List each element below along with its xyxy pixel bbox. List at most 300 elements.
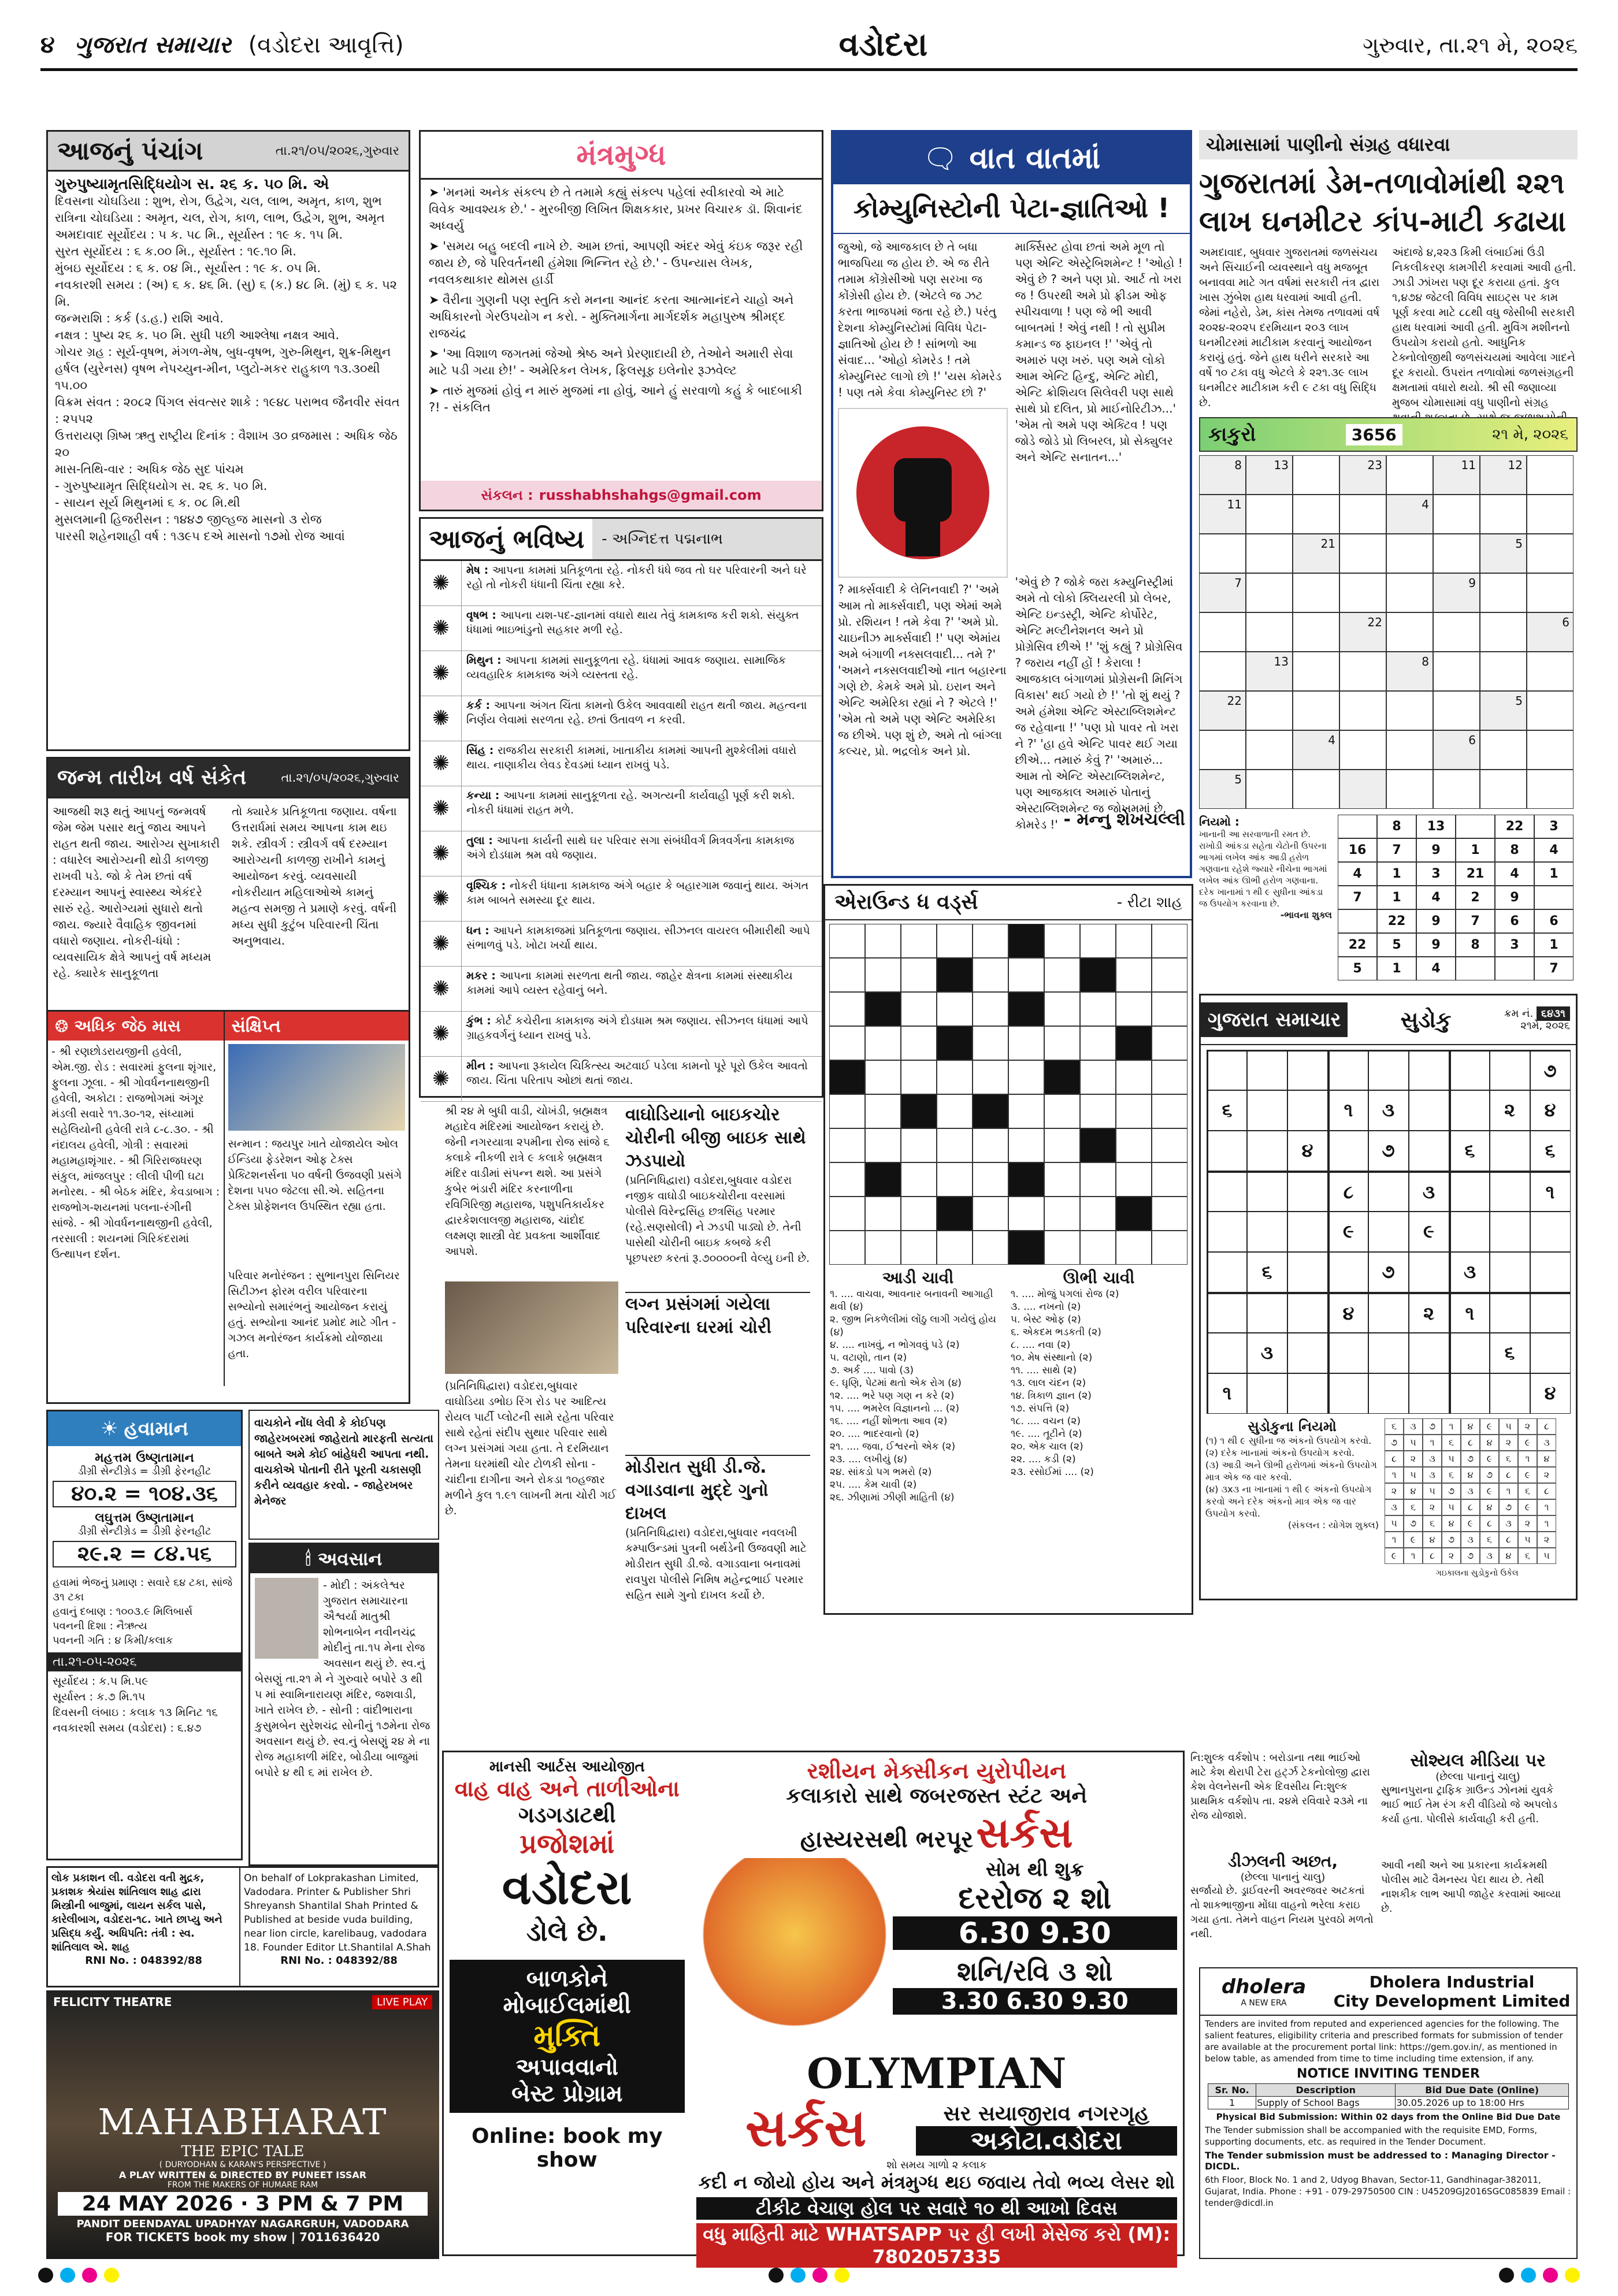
sudoku-solution-cell: ૯ xyxy=(1404,1532,1423,1548)
dizal-sub: (છેલ્લા પાનાનું ચાલુ) xyxy=(1240,1871,1326,1883)
weather-detail: હવામાં ભેજનું પ્રમાણ : સવારે ૬૪ ટકા, સાંજે ૩૧ ટકા xyxy=(53,1577,233,1603)
sudoku-solution-cell: ૫ xyxy=(1499,1418,1518,1435)
kakuro-cell xyxy=(1386,573,1433,612)
zodiac-name: કર્ક : xyxy=(466,699,494,712)
kakuro-cell xyxy=(1527,573,1574,612)
circus-artists: કલાકારો સાથે જબરજસ્ત સ્ટંટ અને xyxy=(786,1784,1088,1808)
sudoku-cell: ૨ xyxy=(1409,1292,1449,1333)
mahabharat-director: A PLAY WRITTEN & DIRECTED BY PUNEET ISSAR xyxy=(118,2169,367,2180)
bhavishya-list xyxy=(421,561,822,1102)
across-clue: ૫. વટાણો, તાન (૨) xyxy=(830,1352,907,1364)
crossword-cell xyxy=(1116,1197,1152,1231)
tender-table xyxy=(1208,2083,1569,2109)
sudoku-cell xyxy=(1449,1212,1490,1252)
crossword-cell xyxy=(901,1094,937,1128)
sudoku-solution-cell: ૩ xyxy=(1423,1451,1442,1467)
center-story-2: (પ્રતિનિધિદ્વારા) વડોદરા,બુધવાર વડોદરા નજીક વાઘોડી બાઇકચોરીના વરસામાં પોલીસે વિરેન્દ્રસિંહ છત્રસિંહ પરમાર (રહે.સણસોલી) ને ઝડપી પાડ્યો છે. તેની પાસેથી ચોરીની બાઇક કબજે કરી પૂછપરછ કરતાં રૂ.૭૦૦૦૦ની વેલ્યુ ઇની છે. xyxy=(625,1174,810,1265)
kakuro-cell xyxy=(1246,534,1293,573)
tender-col-sr: Sr. No. xyxy=(1208,2084,1256,2097)
sudoku-solution-cell: ૪ xyxy=(1423,1532,1442,1548)
free-workshop: નિ:શુલ્ક વર્કશોપ : બરોડાના તથા ભાઈઓ માટે કેશ થેરાપી ટેરા હર્ટ્ઝ ટેકનોલોજી દ્વારા કેશ વેલનેસની એક દિવસીય નિ:શુલ્ક પ્રાથમિક વર્કશોપ તા. ૨૪મે રવિવારે ૨૩મે ના રોજ યોજાશે. xyxy=(1190,1752,1370,1822)
kakuro-solution-cell: 5 xyxy=(1338,957,1377,980)
kakuro-cell xyxy=(1480,691,1527,730)
center-story-3: (પ્રતિનિધિદ્વારા) વડોદરા,બુધવાર વાઘોડિયા ડભોઇ રિંગ રોડ પર આદિત્ય રોયલ પાર્ટી પ્લોટની સામે રહેતા પરિવાર સાથે રહેતાં સંદીપ સુથાર પરિવાર સાથે લગ્ન પ્રસંગમાં ગયા હતા. તે દરમિયાન તેમના ઘરમાંથી ચોર ટોળકી સોના - ચાંદીના દાગીના અને રોકડા ૧૦હજાર મળીને કુલ ૧.૯૧ લાખની મતા ચોરી ગઈ છે. xyxy=(445,1380,617,1517)
sankshipt-col xyxy=(225,1012,409,1386)
sun-detail: સૂર્યાસ્ત : ક.૭ મિ.૧૫ xyxy=(53,1691,146,1703)
crossword-cell xyxy=(901,1128,937,1162)
down-clue: ૨૦. એક ચાલ (૨) xyxy=(1011,1441,1083,1452)
across-clue: ૨૧. .... જવા, ઈશ્વરનો એક (૨) xyxy=(830,1441,956,1452)
mahabharat-tickets[interactable]: FOR TICKETS book my show | 7011636420 xyxy=(105,2230,380,2244)
horoscope-text xyxy=(462,651,822,696)
sudoku-solution-cell: ૬ xyxy=(1499,1451,1518,1467)
crossword-cell xyxy=(973,1128,1008,1162)
sudoku-solution-cell: ૮ xyxy=(1537,1483,1556,1499)
zodiac-name: વૃષભ : xyxy=(466,609,500,622)
kakuro-solution-cell: 1 xyxy=(1377,886,1416,909)
crossword-cell xyxy=(865,1026,901,1060)
monsoon-body2: અંદાજે ૪,૨૨૩ કિમી લંબાઈમાં ઉંડી નિકલીકરણ કામગીરી કરવામાં આવી હતી. ઝાડી ઝાંખરા પણ દૂર કરાયા હતાં. કુલ ૧,૪૭૪ જેટલી વિવિધ સાઇટ્સ પર કામ પૂર્ણ કરવા માટે ૮૮થી વધુ જેસીબી સરકારી હાથ ધરવામાં આવી હતી. મુવિંગ મશીનનો ઉપયોગ કરાયો હતો. આધુનિક ટેક્નોલોજીથી જળસંચયમાં આવેલા ગાદને દૂર કરાયો. ઉપરાંત તળાવોમાં જળસંગ્રહની ક્ષમતામાં વધારો થયો. શ્રી સી જણાવ્યા મુજબ ચોમાસામાં વધુ પાણીનો સંગ્રહ xyxy=(1392,246,1576,409)
sudoku-solution-cell: ૪ xyxy=(1537,1451,1556,1467)
crossword-cell xyxy=(1116,1026,1152,1060)
sudoku-cell xyxy=(1247,1050,1287,1090)
sudoku-cell xyxy=(1449,1373,1490,1414)
crossword-cell xyxy=(1044,1094,1080,1128)
crossword-cell xyxy=(829,924,865,958)
zodiac-forecast: કોર્ટ કચેરીના કામકાજ અંગે દોડધામ શ્રમ જણાય. સીઝનલ ધંધામાં આપે ગ્રાહકવર્ગનું ધ્યાન રાખવું પડે. xyxy=(466,1015,808,1042)
down-clue: ૩. .... નખનો (૨) xyxy=(1011,1301,1081,1313)
crossword-cell xyxy=(937,1128,973,1162)
social-title: સોશ્યલ મીડિયા પર xyxy=(1410,1751,1546,1771)
horoscope-text xyxy=(462,967,822,1011)
janma-col2: તો ક્યારેક પ્રતિકૂળતા જણાય. વર્ષના ઉત્તરાર્ધમાં સમય આપના કામ થઇ શકે. સ્ત્રીવર્ગ : સ્ત્રીવર્ગ વર્ષ દરમ્યાન આરોગ્યની કાળજી રાખીને કામનું આયોજન કરવું. વ્યવસાયી નોકરીયાત મહિલાઓએ કામનું મહત્વ સમજી તે પ્રમાણે કરવું. વર્ષની મધ્ય સુધી કુટુંબ પરિવારની ચિંતા અનુભવાય. xyxy=(232,804,397,948)
crossword-cell xyxy=(865,1197,901,1231)
crossword-cell xyxy=(1008,1060,1044,1094)
sudoku-solution-cell: ૫ xyxy=(1385,1515,1404,1532)
sun-detail: નવકારશી સમય (વડોદરા) : ૬.૪૭ xyxy=(53,1722,202,1734)
mantra-email[interactable]: russhabhshahgs@gmail.com xyxy=(539,487,762,503)
down-clue: ૫. બેસ્ટ ઓફ (૨) xyxy=(1011,1314,1081,1325)
crossword-cell xyxy=(829,1128,865,1162)
sankshipt-photo xyxy=(228,1044,405,1131)
social-sub: (છેલ્લા પાનાનું ચાલુ) xyxy=(1435,1771,1520,1783)
adhik-col xyxy=(48,1012,225,1386)
sudoku-solution-cell: ૫ xyxy=(1423,1483,1442,1499)
sudoku-cell xyxy=(1247,1090,1287,1131)
janma-header xyxy=(48,759,409,798)
vaat-col1: જુઓ, જે આજકાલ છે તે બધા ભાજપિયા જ હોય છે. એ જ રીતે તમામ કોંગ્રેસીઓ પણ સરખા જ કોંગ્રેસી હોય છે. (એટલે જ ઝટ કરતા ભાજપમાં જતા રહે છે.) પરંતુ દેશના કોમ્યુનિસ્ટોમાં વિવિધ પેટા-જ્ઞાતિઓ હોય છે ! સાંભળો આ સંવાદ... 'ઓહો કોમરેડ ! તમે કોમ્યુનિસ્ટ લાગો છો !' 'યસ કોમરેડ ! પણ તમે કેવા કોમ્યુનિસ્ટ છો ?' xyxy=(838,240,1002,399)
horoscope-text xyxy=(462,1012,822,1056)
sudoku-solution-cell: ૩ xyxy=(1461,1483,1480,1499)
sudoku-solution-cell: ૮ xyxy=(1385,1451,1404,1467)
down-clue: ૧૦. મેષ સંસ્થાનો (૨) xyxy=(1011,1352,1093,1364)
horoscope-text xyxy=(462,786,822,831)
kakuro-solution-cell: 4 xyxy=(1338,862,1377,886)
sudoku-solution-cell: ૬ xyxy=(1442,1467,1461,1483)
zodiac-icon: ✺ xyxy=(421,561,462,605)
panchang-line: મુસલમાની હિજરીસન : ૧૪૪૭ જીલ્હજ માસનો ૩ રોજ xyxy=(55,512,322,526)
mantra-item: ➤ વૈરીના ગુણની પણ સ્તુતિ કરો મનના આનંદ કરતા આત્માનંદને ચાહો અને અધિકારનો ગેરઉપયોગ ન કરો. - મુક્તિમાર્ગના માર્ગદર્શક મહાપુરુષ શ્રીમદ્દ રાજચંદ્ર xyxy=(429,293,794,340)
kakuro-cell xyxy=(1480,730,1527,770)
sudoku-solution-cell: ૨ xyxy=(1423,1499,1442,1515)
across-clue: ૧૬. .... નહીં શોભતા આવ (૨) xyxy=(830,1416,948,1427)
avsan-text: - મોદી : અંકલેશ્વર ગુજરાત સમાચારના ઐશ્વર્યા માતુશ્રી શોભનાબેન નવીનચંદ્ર મોદીનું તા.૧૫ મેના રોજ અવસાન થયું છે. સ્વ.નું બેસણું તા.૨૧ મે ને ગુરુવારે બપોરે ૩ થી ૫ માં સ્વામિનારાયણ મંદિર, જશવાડી, ખાતે રાખેલ છે. - સોની : વાંદીભારાના કુસુમબેન સુરેશચંદ્ર સોનીનું ૧૭મેના રોજ અવસાન થયું છે. સ્વ.નું બેસણું ૨૪ મે ના રોજ મહાકાળી મંદિર, બોડીયા બાજુમાં બપોરે ૪ થી ૬ માં રાખેલ છે. xyxy=(255,1579,431,1779)
kakuro-cell xyxy=(1293,770,1339,809)
kakuro-cell xyxy=(1527,455,1574,495)
words-author: - રીટા શાહ xyxy=(1116,893,1182,911)
sudoku-cell xyxy=(1409,1252,1449,1292)
kakuro-clue: 5 xyxy=(1515,537,1523,551)
across-clue: ૨૫. .... કેમ ચાવી (૨) xyxy=(830,1479,917,1491)
social-text-2: આવી નથી અને આ પ્રકારના કાર્યક્રમથી પોલીસ માટે વૈમનસ્ય પેદા થાય છે. તેથી નાશકીક લાભ આપી જાહેર કરવામાં આવ્યા છે. xyxy=(1381,1859,1561,1915)
across-clue: ૧૨. .... ભરે પણ ગણ ન કરે (૨) xyxy=(830,1390,955,1402)
crossword-cell xyxy=(901,1197,937,1231)
sudoku-cell xyxy=(1530,1333,1571,1373)
sudoku-cell: ૩ xyxy=(1247,1333,1287,1373)
kakuro-solution-cell xyxy=(1456,815,1495,838)
kakuro-cell xyxy=(1293,691,1339,730)
crossword-grid xyxy=(829,924,1187,1265)
kakuro-rules-area xyxy=(1199,815,1578,988)
kakuro-cell xyxy=(1433,691,1480,730)
havaman-box xyxy=(46,1410,243,1860)
panchang-box xyxy=(46,130,410,751)
zodiac-forecast: આપના કામમાં પ્રતિકૂળતા રહે. નોકરી ધંધે જવ તો ઘર પરિવારની અને ઘરે રહો તો નોકરી ધંધાની ચિંતા રહ્યા કરે. xyxy=(466,564,807,591)
sudoku-paper: ગુજરાત સમાચાર xyxy=(1201,1002,1348,1037)
horoscope-text xyxy=(462,696,822,741)
adhik-text: - શ્રી રણછોડરાયજીની હવેલી, એમ.જી. રોડ : સવારમાં ફુલના શૃંગાર, ફુલના ઝૂલા. - શ્રી ગોવર્ધનનાથજીની હવેલી, અકોટા : રાજભોગમાં અંગૂર મંડલી સવારે ૧૧.૩૦-૧૨, સંધ્યામાં સહેલિયોની હવેલી રાત્રે ૮-૮.૩૦. - શ્રી નંદાલય હવેલી, ગોત્રી : સવારમાં મહામહાશૃંગાર. - શ્રી ગિરિરાજધરણ સંકુલ, માંજલપુર : લીલી પીળી ઘટા મનોરથ. - શ્રી બેઠક મંદિર, કેવડાબાગ : રાજભોગ-શયનમાં પલના-રંગીની સાંજે. - શ્રી ગોવર્ધનનાથજીની હવેલી, તરસાલી : શયનમાં ગિરિકંદરામાં ઉત્થાપન દર્શન. xyxy=(51,1045,220,1261)
crossword-cell xyxy=(1152,1231,1187,1265)
crossword-cell xyxy=(1116,924,1152,958)
sudoku-cell xyxy=(1247,1212,1287,1252)
zodiac-name: સિંહ : xyxy=(466,744,498,757)
circus-comedy: હાસ્યરસથી ભરપૂર xyxy=(800,1826,974,1853)
center-photo xyxy=(445,1281,618,1374)
sudoku-number: ૬૪૩૧ xyxy=(1537,1006,1570,1021)
sudoku-cell: ૬ xyxy=(1207,1090,1247,1131)
sudoku-cell xyxy=(1287,1373,1328,1414)
circus-brand: OLYMPIAN xyxy=(807,2049,1067,2098)
sudoku-cell xyxy=(1328,1373,1368,1414)
crossword-cell xyxy=(829,1094,865,1128)
horoscope-text xyxy=(462,1057,822,1101)
circus-whatsapp[interactable]: વધુ માહિતી માટે WHATSAPP પર હી લખી મેસેજ કરો (M): 7802057335 xyxy=(696,2223,1177,2268)
circus-place1: સર સયાજીરાવ નગરગૃહ xyxy=(943,2101,1149,2126)
imprint-rni-left: RNI No. : 048392/88 xyxy=(85,1955,202,1967)
crossword-cell xyxy=(1044,958,1080,992)
sudoku-cell xyxy=(1449,1050,1490,1090)
zodiac-forecast: નોકરી ધંધાના કામકાજ અંગે બહાર કે બહારગામ જવાનું થાય. અંગત કામ બાબતે સમસ્યા દૂર થાય. xyxy=(466,879,809,906)
sudoku-solution-cell: ૧ xyxy=(1537,1499,1556,1515)
sudoku-cell: ૭ xyxy=(1368,1252,1409,1292)
kakuro-cell xyxy=(1293,730,1339,770)
crossword-cell xyxy=(973,1094,1008,1128)
sudoku-solution-cell: ૮ xyxy=(1461,1435,1480,1451)
sudoku-cell: ૭ xyxy=(1368,1131,1409,1171)
sudoku-cell: ૧ xyxy=(1530,1171,1571,1212)
circus-org: માનસી આર્ટસ આયોજીત xyxy=(489,1758,645,1775)
circus-daily: દરરોજ ૨ શો xyxy=(958,1881,1112,1916)
crossword-cell xyxy=(1116,958,1152,992)
crossword-cell xyxy=(1008,992,1044,1026)
sudoku-cell xyxy=(1287,1212,1328,1252)
avsan-photo xyxy=(255,1578,318,1659)
kakuro-cell xyxy=(1246,455,1293,495)
kakuro-cell xyxy=(1339,691,1386,730)
kakuro-cell xyxy=(1246,770,1293,809)
fist-icon xyxy=(853,423,992,562)
havaman-details xyxy=(48,1576,241,1648)
kakuro-solution-cell: 9 xyxy=(1416,909,1456,933)
panchang-line: સુરત સૂર્યોદય : ૬ ક.૦૦ મિ., સૂર્યાસ્ત : ૧૯.૧૦ મિ. xyxy=(55,244,296,258)
kakuro-cell xyxy=(1246,573,1293,612)
crossword-cell xyxy=(1080,1026,1116,1060)
crossword-cell xyxy=(901,1231,937,1265)
sankshipt-title: સંક્ષિપ્ત xyxy=(231,1016,281,1036)
crossword-cell xyxy=(937,992,973,1026)
tender-brand: dholera xyxy=(1221,1975,1307,1998)
crossword-cell xyxy=(973,1060,1008,1094)
avsan-title: અવસાન xyxy=(317,1547,383,1570)
down-clue: ૮. .... નવા (૨) xyxy=(1011,1339,1071,1351)
zodiac-name: મિથુન : xyxy=(466,654,506,667)
horoscope-row xyxy=(421,1057,822,1102)
kakuro-cell xyxy=(1480,612,1527,652)
sudoku-cell xyxy=(1490,1292,1530,1333)
sudoku-cell xyxy=(1287,1090,1328,1131)
words-box xyxy=(823,884,1193,1615)
circus-l2: ગડગડાટથી xyxy=(518,1802,616,1827)
crossword-cell xyxy=(973,1162,1008,1197)
panchang-line: ઉત્તરાયણ ગ્રિષ્મ ઋતુ રાષ્ટ્રીય દિનાંક : વૈશાખ ૩૦ વ્રજમાસ : અધિક જેઠ ૨૦ xyxy=(55,429,398,459)
sudoku-rule: (૨) દરેક ખાનામાં અંકનો ઉપયોગ કરવો. xyxy=(1205,1447,1354,1458)
sudoku-solution-cell: ૭ xyxy=(1385,1435,1404,1451)
crossword-cell xyxy=(829,1231,865,1265)
bhavishya-header xyxy=(421,519,822,561)
kakuro-cell xyxy=(1293,573,1339,612)
zodiac-name: મેષ : xyxy=(466,564,492,577)
monsoon-article xyxy=(1199,130,1578,413)
crossword-cell xyxy=(865,1128,901,1162)
kakuro-cell xyxy=(1199,691,1246,730)
words-header xyxy=(825,886,1192,920)
kakuro-cell xyxy=(1433,534,1480,573)
sudoku-solution-cell: ૭ xyxy=(1442,1532,1461,1548)
kids-1: બાળકોને xyxy=(526,1966,608,1992)
mahabharat-title: MAHABHARAT xyxy=(98,2101,388,2143)
kakuro-cell xyxy=(1527,770,1574,809)
panchang-line: - ગુરુપુષ્યામૃત સિદ્ધિયોગ સ. ૨૬ ક. ૫૦ મિ. xyxy=(55,479,268,493)
kakuro-rules-author: -ભાવના શુક્લ xyxy=(1280,909,1332,920)
horoscope-row xyxy=(421,786,822,831)
sudoku-solution-cell: ૭ xyxy=(1423,1418,1442,1435)
sudoku-solution-cell: ૬ xyxy=(1518,1483,1537,1499)
sudoku-cell xyxy=(1368,1212,1409,1252)
sudoku-cell xyxy=(1368,1171,1409,1212)
kakuro-cell xyxy=(1199,495,1246,534)
sudoku-solution-cell: ૨ xyxy=(1499,1435,1518,1451)
tender-row-desc: Supply of School Bags xyxy=(1256,2097,1396,2109)
crossword-cell xyxy=(865,1060,901,1094)
sudoku-cell: ૧ xyxy=(1207,1373,1247,1414)
sudoku-cell xyxy=(1490,1212,1530,1252)
crossword-cell xyxy=(973,924,1008,958)
havaman-date: તા.૨૧-૦૫-૨૦૨૬ xyxy=(48,1652,241,1671)
horoscope-text xyxy=(462,876,822,921)
crossword-cell xyxy=(1008,1128,1044,1162)
crossword-cell xyxy=(1116,992,1152,1026)
crossword-cell xyxy=(829,1060,865,1094)
sudoku-solution-cell: ૨ xyxy=(1442,1548,1461,1564)
crossword-cell xyxy=(1080,1094,1116,1128)
crossword-cell xyxy=(1080,1128,1116,1162)
sudoku-cell: ૪ xyxy=(1287,1131,1328,1171)
crossword-cell xyxy=(1080,1197,1116,1231)
kids-2: મોબાઈલમાંથી xyxy=(503,1992,631,2019)
down-clue: ૧. .... મોજું પગલાં રોજ (૨) xyxy=(1011,1288,1119,1300)
sudoku-title: સુડોકુ xyxy=(1400,1006,1452,1032)
circus-l4: વડોદરા xyxy=(502,1860,632,1915)
circus-l5: ડોલે છે. xyxy=(526,1916,608,1947)
kakuro-clue: 13 xyxy=(1274,458,1289,472)
vaat-title: વાત વાતમાં xyxy=(969,140,1101,176)
crossword-cell xyxy=(937,1026,973,1060)
sankshipt-header xyxy=(225,1012,409,1041)
circus-som: સોમ થી શુક્ર xyxy=(985,1858,1084,1881)
down-list xyxy=(1011,1288,1187,1478)
sudoku-solution-cell: ૬ xyxy=(1518,1548,1537,1564)
sudoku-cell: ૩ xyxy=(1449,1252,1490,1292)
crossword-cell xyxy=(1152,1094,1187,1128)
sudoku-box xyxy=(1199,994,1578,1600)
mantra-item: ➤ 'આ વિશાળ જગતમાં જેઓ શ્રેષ્ઠ અને પ્રેરણાદાયી છે, તેઓને અમારી સેવા માટે પડી ગયા છે!' - અમેરિકન લેખક, ફિલસૂફ ઇલેનોર રૂઝવેલ્ટ xyxy=(429,347,793,377)
horoscope-row xyxy=(421,741,822,786)
horoscope-text xyxy=(462,922,822,966)
panchang-line: - સાયન સૂર્ય મિથુનમાં ૬ ક. ૦૮ મિ.થી xyxy=(55,496,240,510)
sudoku-solution-cell: ૨ xyxy=(1537,1467,1556,1483)
kakuro-clue: 11 xyxy=(1227,497,1242,511)
crossword-cell xyxy=(901,1026,937,1060)
kakuro-clue: 6 xyxy=(1468,733,1476,747)
zodiac-name: તુલા : xyxy=(466,834,497,847)
sudoku-solution-cell: ૧ xyxy=(1537,1515,1556,1532)
down-clue: ૧૩. લાલ ચંદન (૨) xyxy=(1011,1377,1086,1389)
sudoku-solution-cell: ૯ xyxy=(1480,1418,1499,1435)
kakuro-solution-cell: 4 xyxy=(1534,838,1574,862)
kakuro-solution-cell: 7 xyxy=(1456,909,1495,933)
sudoku-solution-cell: ૭ xyxy=(1499,1499,1518,1515)
mahabharat-ad[interactable] xyxy=(46,1990,439,2259)
circus-tickets: ટીકીટ વેચાણ હોલ પર સવારે ૧૦ થી આખો દિવસ xyxy=(696,2197,1177,2220)
tender-addr-title: The Tender submission must be addressed to : Managing Director - DICDL. xyxy=(1205,2150,1556,2172)
kakuro-clue: 8 xyxy=(1234,458,1242,472)
monsoon-kicker: ચોમાસામાં પાણીનો સંગ્રહ વધારવા xyxy=(1199,130,1578,159)
sudoku-cell: ૩ xyxy=(1368,1090,1409,1131)
circus-online[interactable]: Online: book my show xyxy=(471,2124,663,2172)
kakuro-date: ૨૧ મે, ૨૦૨૬ xyxy=(1492,425,1568,443)
kakuro-cell xyxy=(1386,455,1433,495)
horoscope-row xyxy=(421,922,822,967)
sudoku-cell xyxy=(1409,1333,1449,1373)
crossword-cell xyxy=(1152,1060,1187,1094)
sudoku-cell xyxy=(1409,1090,1449,1131)
circus-t1: 6.30 9.30 xyxy=(893,1916,1177,1950)
crossword-cell xyxy=(1116,1231,1152,1265)
sudoku-cell xyxy=(1247,1171,1287,1212)
sudoku-solution-cell: ૮ xyxy=(1480,1515,1499,1532)
zodiac-icon: ✺ xyxy=(421,967,462,1011)
kakuro-solution-cell: 8 xyxy=(1495,838,1534,862)
panchang-line: ગોચર ગ્રહ : સૂર્ય-વૃષભ, મંગળ-મેષ, બુધ-વૃષભ, ગુરુ-મિથુન, શુક્ર-મિથુન xyxy=(55,345,391,359)
kakuro-solution-cell: 1 xyxy=(1377,957,1416,980)
crossword-cell xyxy=(973,992,1008,1026)
kakuro-cell xyxy=(1433,455,1480,495)
sudoku-number-label: ક્રમ નં. xyxy=(1504,1008,1534,1020)
crossword-cell xyxy=(1044,1128,1080,1162)
crossword-cell xyxy=(1044,1231,1080,1265)
crossword-cell xyxy=(1116,1060,1152,1094)
city-title: વડોદરા xyxy=(838,26,928,64)
kakuro-solution-cell: 1 xyxy=(1534,933,1574,957)
crossword-cell xyxy=(1116,1094,1152,1128)
kakuro-cell xyxy=(1433,612,1480,652)
kakuro-solution-cell: 22 xyxy=(1377,909,1416,933)
kakuro-solution-cell xyxy=(1338,815,1377,838)
sudoku-cell xyxy=(1368,1333,1409,1373)
circus-ad[interactable] xyxy=(442,1751,1185,2268)
sudoku-cell: ૬ xyxy=(1530,1131,1571,1171)
down-clue: ૧૮. .... વચન (૨) xyxy=(1011,1416,1081,1427)
kakuro-cell xyxy=(1386,652,1433,691)
kakuro-solution-cell: 3 xyxy=(1495,933,1534,957)
sudoku-cell: ૨ xyxy=(1490,1090,1530,1131)
sudoku-cell: ૩ xyxy=(1409,1171,1449,1212)
zodiac-name: મકર : xyxy=(466,969,500,982)
tender-phys: Physical Bid Submission: Within 02 days from the Online Bid Due Date xyxy=(1216,2112,1561,2122)
adhik-header xyxy=(48,1012,224,1041)
monsoon-body1: અમદાવાદ, બુધવાર ગુજરાતમાં જળસંચય અને સિંચાઈની વ્યવસ્થાને વધુ મજબૂત બનાવવા માટે ગત વર્ષમાં સરકારી તંત્ર દ્વારા ખાસ ઝુંબેશ હાથ ધરવામાં આવી હતી. જેમાં નહેરો, ડેમ, કાંસ તેમજ તળાવમાં વર્ષ ૨૦૨૪-૨૦૨૫ દરમિયાન ૨૦૩ લાખ ઘનમીટરમાં માટીકામ કરવાનું આયોજન કરાયું હતું. જેને હાથ ધરીને સરકારે આ વર્ષે ૧૦ ટકા વધુ એટલે કે ૨૨૧.૩૯ લાખ ઘનમીટર માટીકામ કરી ૯ ટકા વધુ સિદ્ધિ છે. xyxy=(1199,246,1380,409)
crossword-cell xyxy=(901,1060,937,1094)
sudoku-cell xyxy=(1328,1131,1368,1171)
kids-5: બેસ્ટ પ્રોગ્રામ xyxy=(511,2080,623,2107)
kakuro-cell xyxy=(1199,770,1246,809)
crossword-cell xyxy=(1044,1197,1080,1231)
crossword-cell xyxy=(1152,1197,1187,1231)
kakuro-cell xyxy=(1433,495,1480,534)
weather-detail: પવનની દિશા : નૈઋત્ય xyxy=(53,1620,147,1632)
crossword-cell xyxy=(1008,1094,1044,1128)
horoscope-text xyxy=(462,606,822,651)
sudoku-header xyxy=(1201,995,1576,1045)
zodiac-icon: ✺ xyxy=(421,651,462,696)
across-clue: ૧. .... વાચવા, આવનાર બનાવની આગાહી થવી (૪) xyxy=(830,1288,993,1313)
kakuro-rules-text: ખાનાની આ સરવાળાની રમત છે. રાખોડી આંકડા સહેતા ચેટોની ઉપરના ભાગમાં લખેલ આંક આડી હરોળ ગણવાના રહેશે જ્યારે નીચેના ભાગમાં લખેલ આંક ઊભી હરોળ ગણવાના. દરેક ખાનામાં ૧ થી ૯ સુધીના આંકડા જ ઉપયોગ કરવાના છે. xyxy=(1199,829,1327,909)
mantra-item: ➤ તારું મુજમાં હોવું ન મારું મુજમાં ના હોવું, આને હું સરવાળો કહું કે બાદબાકી ?! - સંકલિત xyxy=(429,384,803,414)
sudoku-cell: ૭ xyxy=(1530,1050,1571,1090)
crossword-cell xyxy=(865,1094,901,1128)
tender-row-due: 30.05.2026 up to 18:00 Hrs xyxy=(1396,2097,1569,2109)
sudoku-cell xyxy=(1530,1292,1571,1333)
sudoku-solution-cell: ૬ xyxy=(1480,1532,1499,1548)
kakuro-solution-cell: 1 xyxy=(1456,838,1495,862)
zodiac-name: વૃશ્ચિક : xyxy=(466,879,510,892)
zodiac-icon: ✺ xyxy=(421,606,462,651)
kakuro-cell xyxy=(1527,495,1574,534)
kakuro-cell xyxy=(1339,495,1386,534)
paper-name: ગુજરાત સમાચાર xyxy=(74,32,231,58)
sudoku-solution-cell: ૫ xyxy=(1442,1499,1461,1515)
zodiac-icon: ✺ xyxy=(421,1057,462,1101)
